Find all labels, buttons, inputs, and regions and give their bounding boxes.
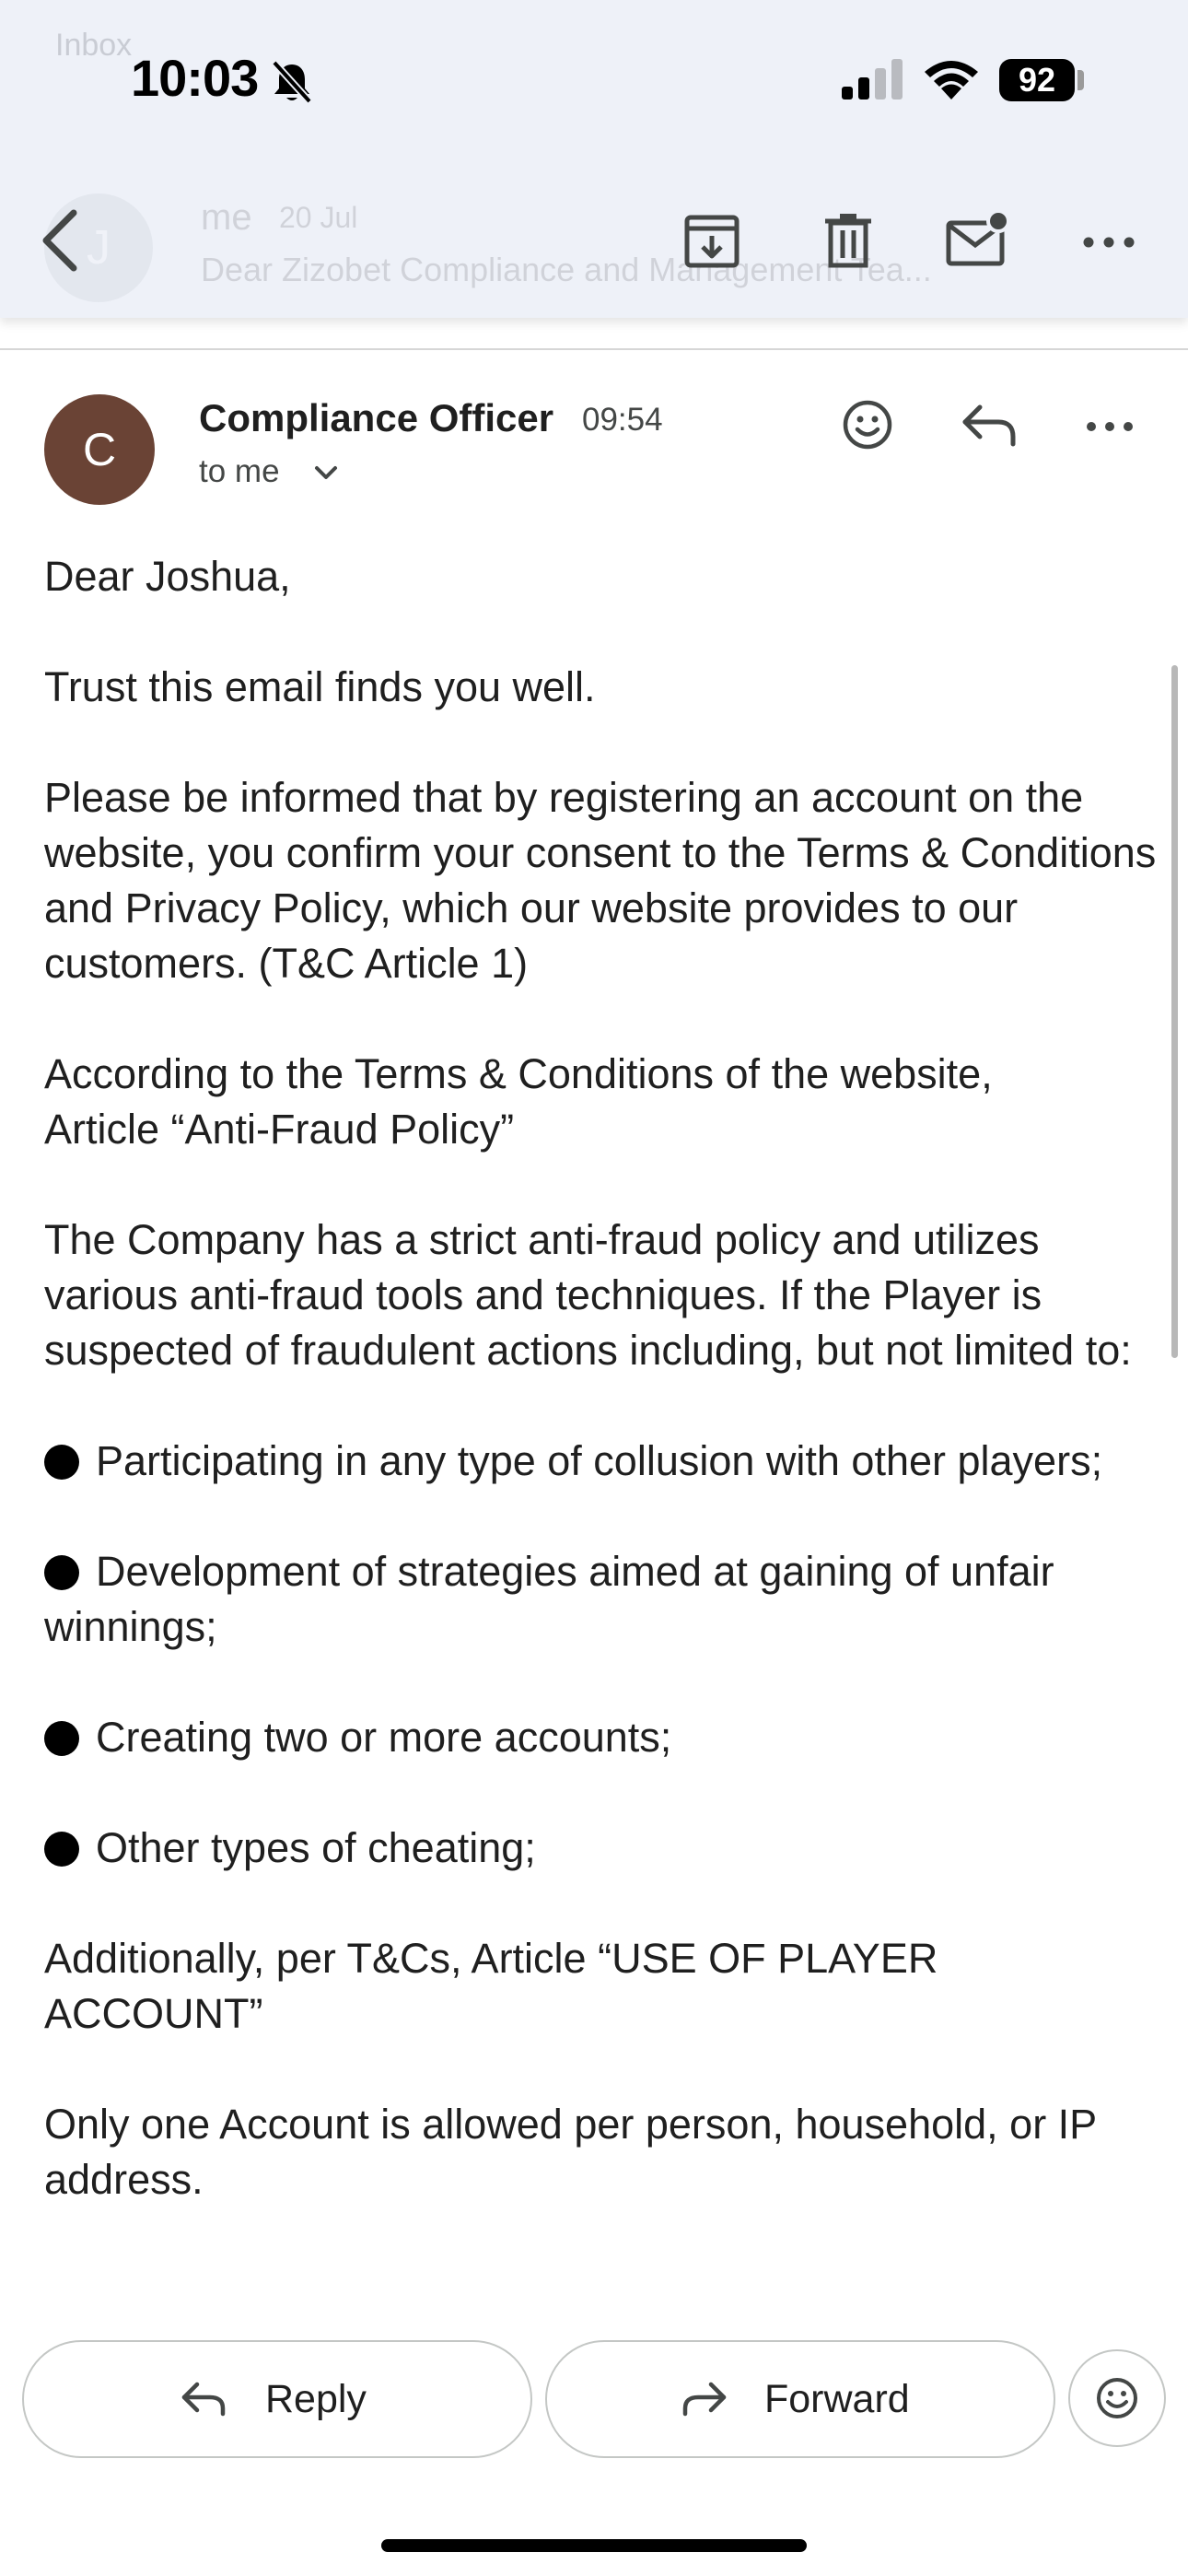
greeting: Dear Joshua,	[44, 553, 291, 600]
delete-icon[interactable]	[820, 210, 877, 271]
status-bar-time: 10:03	[131, 49, 259, 107]
body-paragraph-1: Trust this email finds you well.	[44, 663, 596, 710]
ghost-snippet: Dear Zizobet Compliance and Management Tea...	[201, 251, 932, 288]
forward-icon	[681, 2381, 728, 2418]
more-options-icon[interactable]	[1081, 230, 1136, 254]
bullet-item	[44, 1821, 1159, 1876]
sender-name[interactable]: Compliance Officer	[199, 396, 554, 439]
ghost-date: 20 Jul	[279, 201, 358, 234]
sender-avatar[interactable]: C	[44, 394, 155, 505]
scrollbar[interactable]	[1171, 665, 1178, 1358]
bullet-text: Participating in any type of collusion with other players;	[96, 1437, 1103, 1484]
bullet-text: Other types of cheating;	[96, 1824, 536, 1871]
silent-bell-icon	[267, 59, 317, 105]
chevron-down-icon[interactable]	[311, 461, 341, 485]
back-icon[interactable]	[37, 207, 83, 274]
wifi-icon	[921, 55, 982, 101]
reply-button[interactable]	[22, 2340, 532, 2458]
cellular-signal-icon	[840, 57, 904, 101]
ghost-inbox-label: Inbox	[55, 28, 133, 63]
bullet-icon	[44, 1445, 79, 1480]
reply-label: Reply	[265, 2377, 367, 2421]
ghost-sender: me	[201, 197, 252, 238]
bullet-icon	[44, 1555, 79, 1590]
bullet-item	[44, 1710, 1159, 1765]
reply-icon	[181, 2381, 227, 2418]
add-reaction-icon[interactable]	[841, 398, 894, 451]
ghost-avatar: J	[44, 193, 153, 302]
body-paragraph-4: The Company has a strict anti-fraud policy and utilizes various anti-fraud tools and techniques. If the Player is suspected of fraudulent actions including, but not limited to:	[44, 1216, 1132, 1374]
forward-label: Forward	[764, 2377, 910, 2421]
top-app-bar	[0, 0, 1188, 318]
header-divider	[0, 348, 1188, 350]
battery-nub	[1077, 70, 1084, 90]
mark-unread-icon[interactable]	[945, 210, 1009, 271]
body-paragraph-3-line-1: According to the Terms & Conditions of the website,	[44, 1050, 993, 1097]
body-paragraph-3-line-2: Article “Anti-Fraud Policy”	[44, 1106, 515, 1153]
ghost-thread-preview	[44, 193, 1057, 304]
bullet-item	[44, 1544, 1159, 1655]
forward-button[interactable]	[545, 2340, 1055, 2458]
body-paragraph-5: Additionally, per T&Cs, Article “USE OF PLAYER ACCOUNT”	[44, 1935, 938, 2037]
bullet-item	[44, 1434, 1159, 1489]
react-button[interactable]	[1068, 2349, 1166, 2447]
home-indicator[interactable]	[381, 2539, 807, 2552]
body-paragraph-6: Only one Account is allowed per person, household, or IP address.	[44, 2101, 1097, 2203]
battery-level: 92	[999, 59, 1075, 101]
bullet-icon	[44, 1721, 79, 1756]
emoji-icon	[1094, 2375, 1140, 2421]
archive-icon[interactable]	[681, 210, 742, 271]
bullet-text: Creating two or more accounts;	[96, 1714, 672, 1761]
bullet-text: Development of strategies aimed at gaining of unfair winnings;	[44, 1548, 1054, 1650]
reply-icon[interactable]	[960, 402, 1019, 448]
bullet-icon	[44, 1832, 79, 1867]
body-paragraph-2: Please be informed that by registering an account on the website, you confirm your consent to the Terms & Conditions and Privacy Policy, which our website provides to our customers. (T&C Article 1)	[44, 774, 1157, 987]
message-time: 09:54	[582, 402, 663, 438]
message-more-icon[interactable]	[1085, 416, 1135, 437]
recipient-label[interactable]: to me	[199, 453, 280, 489]
message-body	[44, 549, 1159, 2263]
